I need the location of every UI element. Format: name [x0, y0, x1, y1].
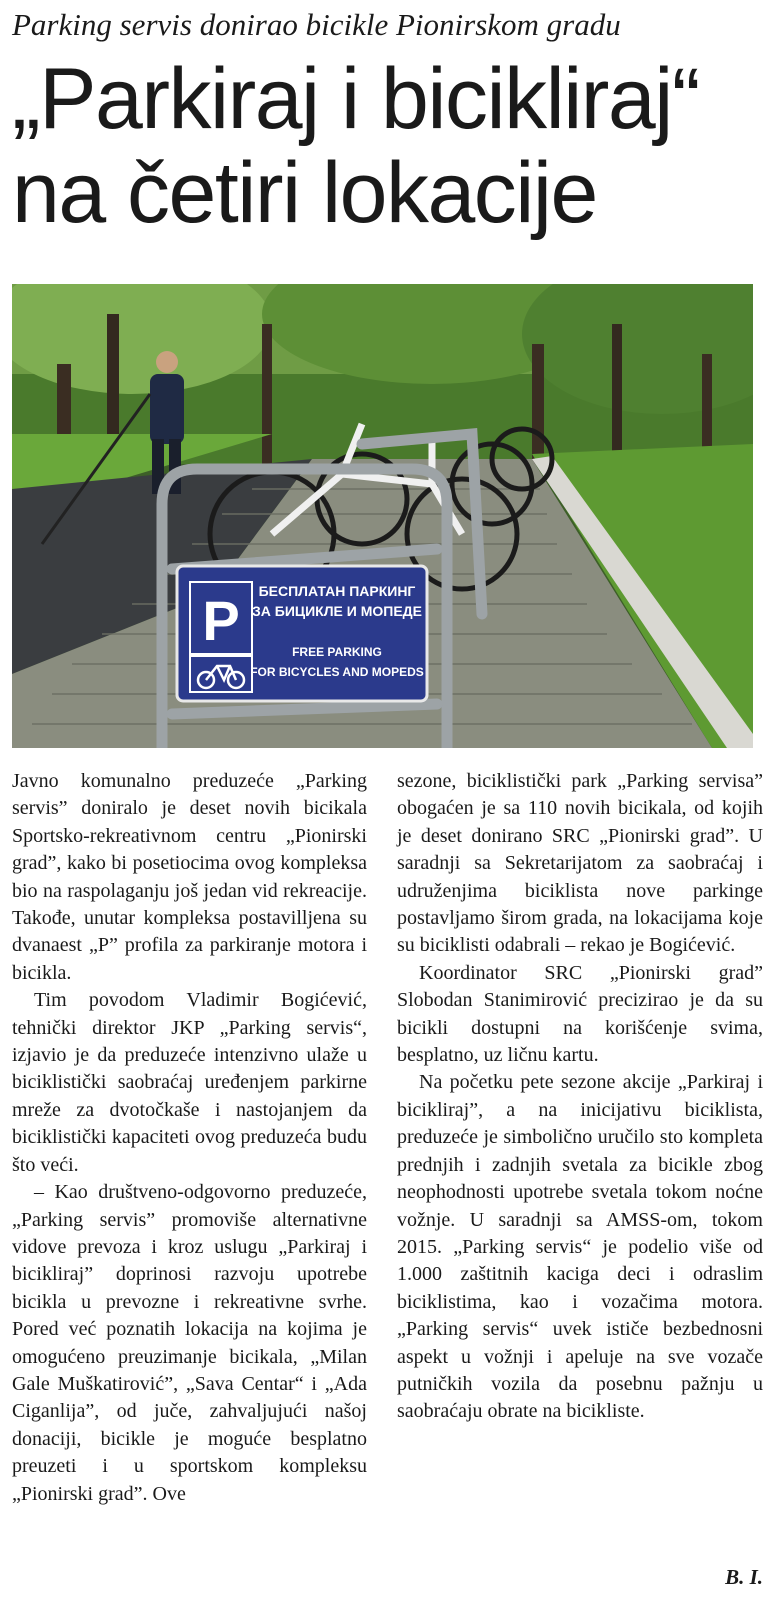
sign-english-line-1: FREE PARKING [292, 645, 382, 659]
headline-line-1: „Parkiraj i bicikliraj“ [12, 51, 700, 147]
sign-p-letter: P [202, 589, 240, 652]
byline: B. I. [725, 1565, 763, 1589]
paragraph: Tim povodom Vladimir Bogićević, tehnički direktor JKP „Parking servis“, izjavio je da preduzeće intenzivno ulaže u biciklistički saobraćaj uređenjem parkirne mreže za dvotočkaše i nastojanjem da biciklistički kapaciteti ovog preduzeća budu što veći. [12, 989, 367, 1176]
headline [12, 52, 767, 240]
sign-english-line-2: FOR BICYCLES AND MOPEDS [250, 665, 424, 679]
paragraph: Koordinator SRC „Pionirski grad” Slobodan Stanimirović precizirao je da su bicikli dostupni na korišćenje svima, besplatno, uz ličnu kartu. [397, 961, 763, 1067]
paragraph: – Kao društveno-odgovorno preduzeće, „Parking servis” promoviše alternativne vidove prevoza i kroz uslugu „Parkiraj i bicikliraj” doprinosi razvoju upotrebe bicikla u prevozne i rekreativne svrhe. Pored već poznatih lokacija na kojima je omogućeno preuzimanje bicikala, „Milan Gale Muškatirović”, „Sava Centar“ i „Ada Ciganlija”, od juče, zahvaljujući našoj donaciji, bicikle je moguće besplatno preuzeti i u sportskom kompleksu „Pionirski grad”. Ove [12, 1181, 367, 1505]
paragraph: sezone, biciklistički park „Parking servisa” obogaćen je sa 110 novih bicikala, od kojih je deset donirano SRC „Pionirski grad”. U saradnji sa Sekretarijatom za saobraćaj i udruženjima biciklista nove parkinge postavljamo širom grada, na lokacijama koje su biciklisti odabrali – rekao je Bogićević. [397, 770, 763, 957]
paragraph: Na početku pete sezone akcije „Parkiraj i bicikliraj”, a na inicijativu biciklista, preduzeće je simbolično uručilo sto kompleta prednjih i zadnjih svetala za bicikle zbog neophodnosti upotrebe svetala tokom noćne vožnje. U saradnji sa AMSS-om, tokom 2015. „Parking servis“ je podelio više od 1.000 zaštitnih kaciga deci i odraslim biciklistima, kao i vozačima motora. „Parking servis“ uvek ističe bezbednosni aspekt u vožnji i apeluje na sve vozače putničkih vozila da posebnu pažnju u saobraćaju obrate na bicikliste. [397, 1071, 763, 1423]
sign-cyrillic-line-1: БЕСПЛАТАН ПАРКИНГ [258, 583, 416, 599]
photo-illustration [12, 284, 753, 748]
article-photo [12, 284, 753, 748]
headline-line-2: na četiri lokacije [12, 145, 597, 241]
article-column-1 [12, 768, 367, 1508]
article-column-2 [397, 768, 763, 1426]
kicker: Parking servis donirao bicikle Pionirskom gradu [12, 7, 621, 42]
parking-sign [177, 566, 427, 701]
sign-cyrillic-line-2: ЗА БИЦИКЛЕ И МОПЕДЕ [252, 603, 422, 619]
paragraph: Javno komunalno preduzeće „Parking servis” doniralo je deset novih bicikala Sportsko-rekreativnom centru „Pionirski grad”, kako bi posetiocima ovog kompleksa bio na raspolaganju još jedan vid rekreacije. Takođe, unutar kompleksa postavilljena su dvanaest „P” profila za parkiranje motora i bicikla. [12, 770, 367, 984]
